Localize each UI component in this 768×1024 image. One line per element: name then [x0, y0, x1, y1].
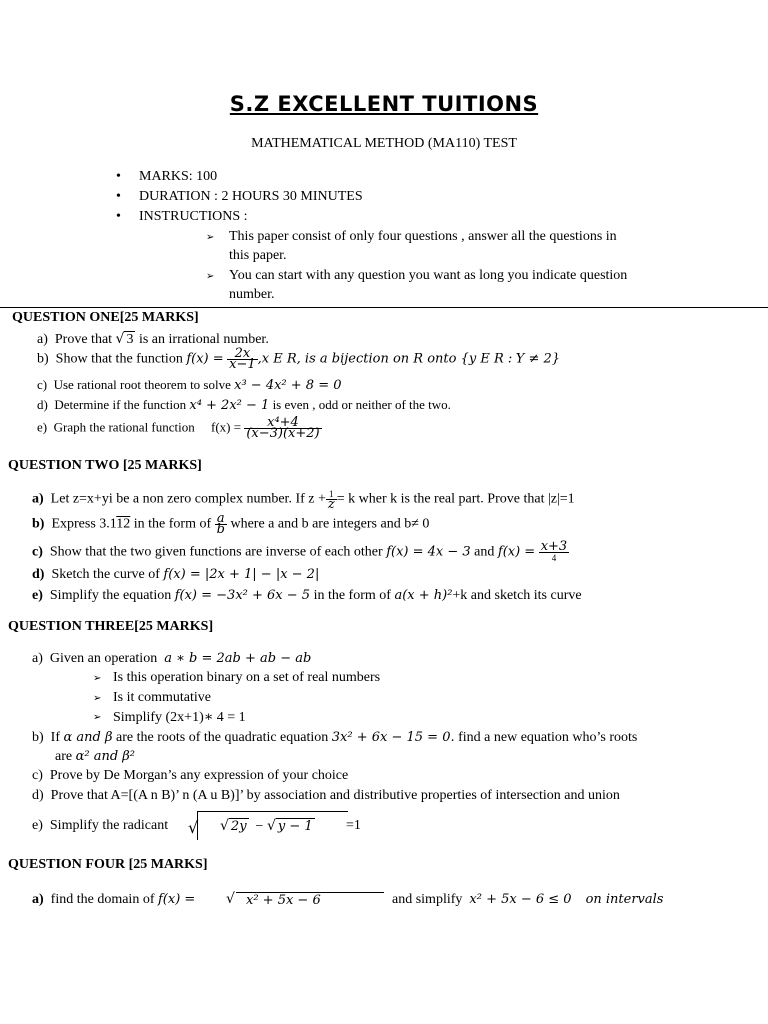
instruction-rule-1b: this paper. [229, 248, 287, 263]
arrow-bullet-icon: ➢ [93, 712, 102, 723]
q3-a: a) Given an operation a ∗ b = 2ab + ab − ab [32, 651, 312, 666]
q4-a-radicand: x² + 5x − 6 [236, 892, 384, 908]
question-three-heading: QUESTION THREE[25 MARKS] [8, 619, 214, 634]
q4-a-simplify: and simplify x² + 5x − 6 ≤ 0 on intervals [392, 892, 664, 907]
q3-e-radicand: √ 2y − √ y − 1 [220, 818, 313, 834]
question-four-heading: QUESTION FOUR [25 MARKS] [8, 857, 208, 872]
q2-b: b) Express 3.112 in the form of $\frac{a}{b}$ where a and b are integers and b≠ 0 [32, 511, 430, 537]
bullet-marks: • MARKS: 100 [118, 169, 217, 185]
q3-b: b) If α and β are the roots of the quadratic equation 3x² + 6x − 15 = 0. find a new equation who’s roots [32, 730, 638, 745]
q1-d: d) Determine if the function x⁴ + 2x² − 1 is even , odd or neither of the two. [37, 397, 451, 413]
question-two-heading: QUESTION TWO [25 MARKS] [8, 458, 202, 473]
question-one-heading: QUESTION ONE[25 MARKS] [12, 310, 199, 325]
q4-a: a) find the domain of f(x) = [32, 892, 196, 907]
q2-e: e) Simplify the equation f(x) = −3x² + 6x − 5 in the form of a(x + h)²+k and sketch its curve [32, 588, 582, 603]
instruction-rule-2b: number. [229, 287, 275, 302]
radical-sign-icon: √ [188, 818, 199, 837]
divider [0, 307, 768, 308]
page-title: S.Z EXCELLENT TUITIONS [229, 92, 539, 116]
q1-b: b) Show that the function f(x) = $\frac{2x}{x-1}$ ,x E R, is a bijection on R onto {y E R : Y ≠ 2} [37, 346, 561, 372]
q2-a: a) Let z=x+yi be a non zero complex number. If z + $\frac{1}{z}$ = k wher k is the real part. Prove that |z|=1 [32, 489, 575, 512]
arrow-bullet-icon: ➢ [206, 232, 215, 243]
q3-a-2: Is it commutative [113, 690, 211, 705]
q2-c: c) Show that the two given functions are inverse of each other f(x) = 4x − 3 and f(x) = $\frac{x+3}{4}$ [32, 539, 568, 563]
arrow-bullet-icon: ➢ [206, 271, 215, 282]
q3-e-result: =1 [346, 818, 361, 833]
q3-a-1: Is this operation binary on a set of real numbers [113, 670, 381, 685]
q1-e: e) Graph the rational function f(x) = $\frac{\text{x⁴+4}}{(x-3)(x+2)}$ [37, 415, 320, 441]
q2-d: d) Sketch the curve of f(x) = |2x + 1| − |x − 2| [32, 567, 320, 582]
q3-a-3: Simplify (2x+1)∗ 4 = 1 [113, 710, 246, 725]
arrow-bullet-icon: ➢ [93, 673, 102, 684]
q3-c: c) Prove by De Morgan’s any expression of your choice [32, 768, 349, 783]
bullet-instructions: • INSTRUCTIONS : [118, 209, 248, 225]
q1-a: a) Prove that √ 3 is an irrational number. [37, 331, 269, 347]
arrow-bullet-icon: ➢ [93, 693, 102, 704]
q3-d: d) Prove that A=[(A n B)’ n (A u B)]’ by association and distributive properties of intersection and union [32, 788, 620, 803]
instruction-rule-1a: This paper consist of only four questions , answer all the questions in [229, 229, 617, 244]
q1-c: c) Use rational root theorem to solve x³ − 4x² + 8 = 0 [37, 377, 342, 393]
q3-b-line2: are α² and β² [55, 749, 136, 764]
radical-sign-icon: √ [226, 891, 235, 907]
page-subtitle: MATHEMATICAL METHOD (MA110) TEST [251, 136, 517, 151]
q3-e: e) Simplify the radicant [32, 818, 169, 833]
instruction-rule-2a: You can start with any question you want as long you indicate question [229, 268, 628, 283]
bullet-duration: • DURATION : 2 HOURS 30 MINUTES [118, 189, 363, 205]
